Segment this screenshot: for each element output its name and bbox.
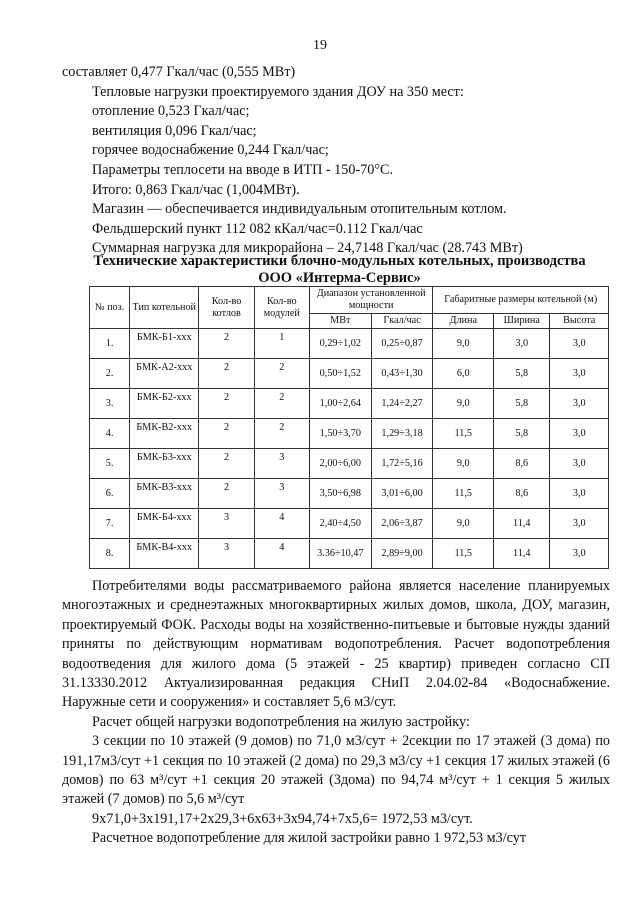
header-gcal: Гкал/час — [371, 314, 433, 329]
cell-height: 3,0 — [550, 359, 609, 389]
cell-num: 8. — [90, 539, 130, 569]
header-height: Высота — [550, 314, 609, 329]
water-section — [62, 577, 610, 849]
cell-modules: 2 — [254, 419, 309, 449]
table-title — [62, 253, 617, 287]
intro-line: Тепловые нагрузки проектируемого здания ДОУ на 350 мест: — [92, 83, 464, 100]
cell-height: 3,0 — [550, 389, 609, 419]
cell-width: 3,0 — [494, 329, 550, 359]
cell-type: БМК-В3-ххх — [130, 479, 199, 509]
cell-height: 3,0 — [550, 539, 609, 569]
cell-boilers: 2 — [199, 329, 254, 359]
cell-length: 11,5 — [433, 539, 494, 569]
header-mw: МВт — [309, 314, 371, 329]
header-modules: Кол-во модулей — [254, 287, 309, 329]
cell-height: 3,0 — [550, 419, 609, 449]
cell-num: 5. — [90, 449, 130, 479]
cell-width: 5,8 — [494, 359, 550, 389]
cell-mw: 3,50÷6,98 — [309, 479, 371, 509]
cell-width: 5,8 — [494, 419, 550, 449]
cell-type: БМК-А2-ххх — [130, 359, 199, 389]
cell-mw: 0,29÷1,02 — [309, 329, 371, 359]
cell-gcal: 0,43÷1,30 — [371, 359, 433, 389]
header-boilers: Кол-во котлов — [199, 287, 254, 329]
header-dimensions: Габаритные размеры котельной (м) — [433, 287, 609, 314]
cell-height: 3,0 — [550, 329, 609, 359]
cell-num: 4. — [90, 419, 130, 449]
paragraph-water-consumers: Потребителями воды рассматриваемого района является население планируемых многоэтажных и среднеэтажных многоквартирных жилых домов, школа, ДОУ, магазин, проектируемый ФОК. Расходы воды на хозяйственно-питьевые и бытовые нужды зданий приняты по действующим нормативам водопотребления. Расчет водопотребления водоотведения для жилого дома (5 этажей - 25 квартир) приведен согласно СП 31.13330.2012 Актуализированная редакция СНиП 2.04.02-84 «Водоснабжение. Наружные сети и сооружения» и составляет 5,6 м3/сут. — [62, 578, 610, 711]
cell-width: 8,6 — [494, 449, 550, 479]
cell-num: 3. — [90, 389, 130, 419]
cell-boilers: 2 — [199, 359, 254, 389]
cell-length: 9,0 — [433, 329, 494, 359]
intro-line: Фельдшерский пункт 112 082 кКал/час=0.112 Гкал/час — [92, 220, 423, 237]
cell-mw: 3.36÷10,47 — [309, 539, 371, 569]
table-row — [90, 509, 609, 539]
paragraph-load-heading: Расчет общей нагрузки водопотребления на жилую застройку: — [92, 713, 470, 730]
table-body — [90, 329, 609, 569]
paragraph-calculation: 9х71,0+3х191,17+2х29,3+6х63+3х94,74+7х5,6= 1972,53 м3/сут. — [92, 810, 473, 827]
cell-modules: 4 — [254, 509, 309, 539]
table-row — [90, 329, 609, 359]
cell-boilers: 2 — [199, 449, 254, 479]
cell-type: БМК-Б3-ххх — [130, 449, 199, 479]
cell-gcal: 2,89÷9,00 — [371, 539, 433, 569]
table-row — [90, 389, 609, 419]
header-num: № поз. — [90, 287, 130, 329]
header-type: Тип котельной — [130, 287, 199, 329]
cell-height: 3,0 — [550, 509, 609, 539]
intro-line: отопление 0,523 Гкал/час; — [92, 103, 250, 120]
cell-mw: 2,40÷4,50 — [309, 509, 371, 539]
cell-gcal: 1,24÷2,27 — [371, 389, 433, 419]
cell-modules: 2 — [254, 359, 309, 389]
table-row — [90, 419, 609, 449]
cell-type: БМК-В4-ххх — [130, 539, 199, 569]
cell-type: БМК-Б4-ххх — [130, 509, 199, 539]
cell-modules: 3 — [254, 449, 309, 479]
cell-type: БМК-В2-ххх — [130, 419, 199, 449]
table-title-line-1: Технические характеристики блочно-модульных котельных, производства — [93, 253, 586, 269]
cell-modules: 4 — [254, 539, 309, 569]
cell-height: 3,0 — [550, 479, 609, 509]
cell-length: 6,0 — [433, 359, 494, 389]
cell-length: 9,0 — [433, 389, 494, 419]
intro-line: Итого: 0,863 Гкал/час (1,004МВт). — [92, 181, 300, 198]
cell-length: 9,0 — [433, 509, 494, 539]
table-row — [90, 479, 609, 509]
cell-width: 11,4 — [494, 509, 550, 539]
cell-num: 2. — [90, 359, 130, 389]
cell-height: 3,0 — [550, 449, 609, 479]
cell-gcal: 1,72÷5,16 — [371, 449, 433, 479]
cell-modules: 2 — [254, 389, 309, 419]
header-length: Длина — [433, 314, 494, 329]
intro-line: вентиляция 0,096 Гкал/час; — [92, 122, 257, 139]
cell-gcal: 3,01÷6,00 — [371, 479, 433, 509]
cell-mw: 2,00÷6,00 — [309, 449, 371, 479]
intro-line: горячее водоснабжение 0,244 Гкал/час; — [92, 142, 329, 159]
cell-gcal: 1,29÷3,18 — [371, 419, 433, 449]
cell-length: 11,5 — [433, 419, 494, 449]
cell-width: 5,8 — [494, 389, 550, 419]
table-row — [90, 359, 609, 389]
table-title-line-2: ООО «Интерма-Сервис» — [258, 270, 421, 286]
cell-length: 9,0 — [433, 449, 494, 479]
cell-gcal: 2,06÷3,87 — [371, 509, 433, 539]
boiler-spec-table — [89, 286, 609, 569]
cell-mw: 1,50÷3,70 — [309, 419, 371, 449]
cell-boilers: 2 — [199, 479, 254, 509]
cell-boilers: 3 — [199, 539, 254, 569]
cell-type: БМК-Б1-ххх — [130, 329, 199, 359]
cell-modules: 3 — [254, 479, 309, 509]
table-row — [90, 539, 609, 569]
cell-boilers: 3 — [199, 509, 254, 539]
intro-line: Магазин — обеспечивается индивидуальным отопительным котлом. — [92, 201, 507, 218]
cell-num: 7. — [90, 509, 130, 539]
cell-num: 6. — [90, 479, 130, 509]
cell-boilers: 2 — [199, 389, 254, 419]
cell-type: БМК-Б2-ххх — [130, 389, 199, 419]
cell-mw: 0,50÷1,52 — [309, 359, 371, 389]
intro-line: составляет 0,477 Гкал/час (0,555 МВт) — [62, 64, 296, 80]
cell-mw: 1,00÷2,64 — [309, 389, 371, 419]
header-power-range: Диапазон установленной мощности — [309, 287, 433, 314]
page-number: 19 — [313, 38, 327, 53]
cell-width: 11,4 — [494, 539, 550, 569]
paragraph-total: Расчетное водопотребление для жилой застройки равно 1 972,53 м3/сут — [92, 830, 527, 847]
table-row — [90, 449, 609, 479]
cell-num: 1. — [90, 329, 130, 359]
intro-line: Суммарная нагрузка для микрорайона – 24,7148 Гкал/час (28.743 МВт) — [92, 240, 523, 257]
header-width: Ширина — [494, 314, 550, 329]
intro-line: Параметры теплосети на вводе в ИТП - 150-70°С. — [92, 161, 394, 178]
cell-length: 11,5 — [433, 479, 494, 509]
cell-modules: 1 — [254, 329, 309, 359]
cell-boilers: 2 — [199, 419, 254, 449]
cell-gcal: 0,25÷0,87 — [371, 329, 433, 359]
intro-section — [62, 63, 582, 259]
cell-width: 8,6 — [494, 479, 550, 509]
paragraph-load-breakdown: 3 секции по 10 этажей (9 домов) по 71,0 м3/сут + 2секции по 17 этажей (3 дома) по 191,17м3/сут +1 секция по 10 этажей (2 дома) по 29,3 м3/су +1 секция 17 жилых этажей (6 домов) по 63 м³/сут +1 секция 20 этажей (3дома) по 94,74 м³/сут + 1 секция 5 жилых этажей (7 домов) по 5,6 м³/сут — [62, 733, 610, 808]
